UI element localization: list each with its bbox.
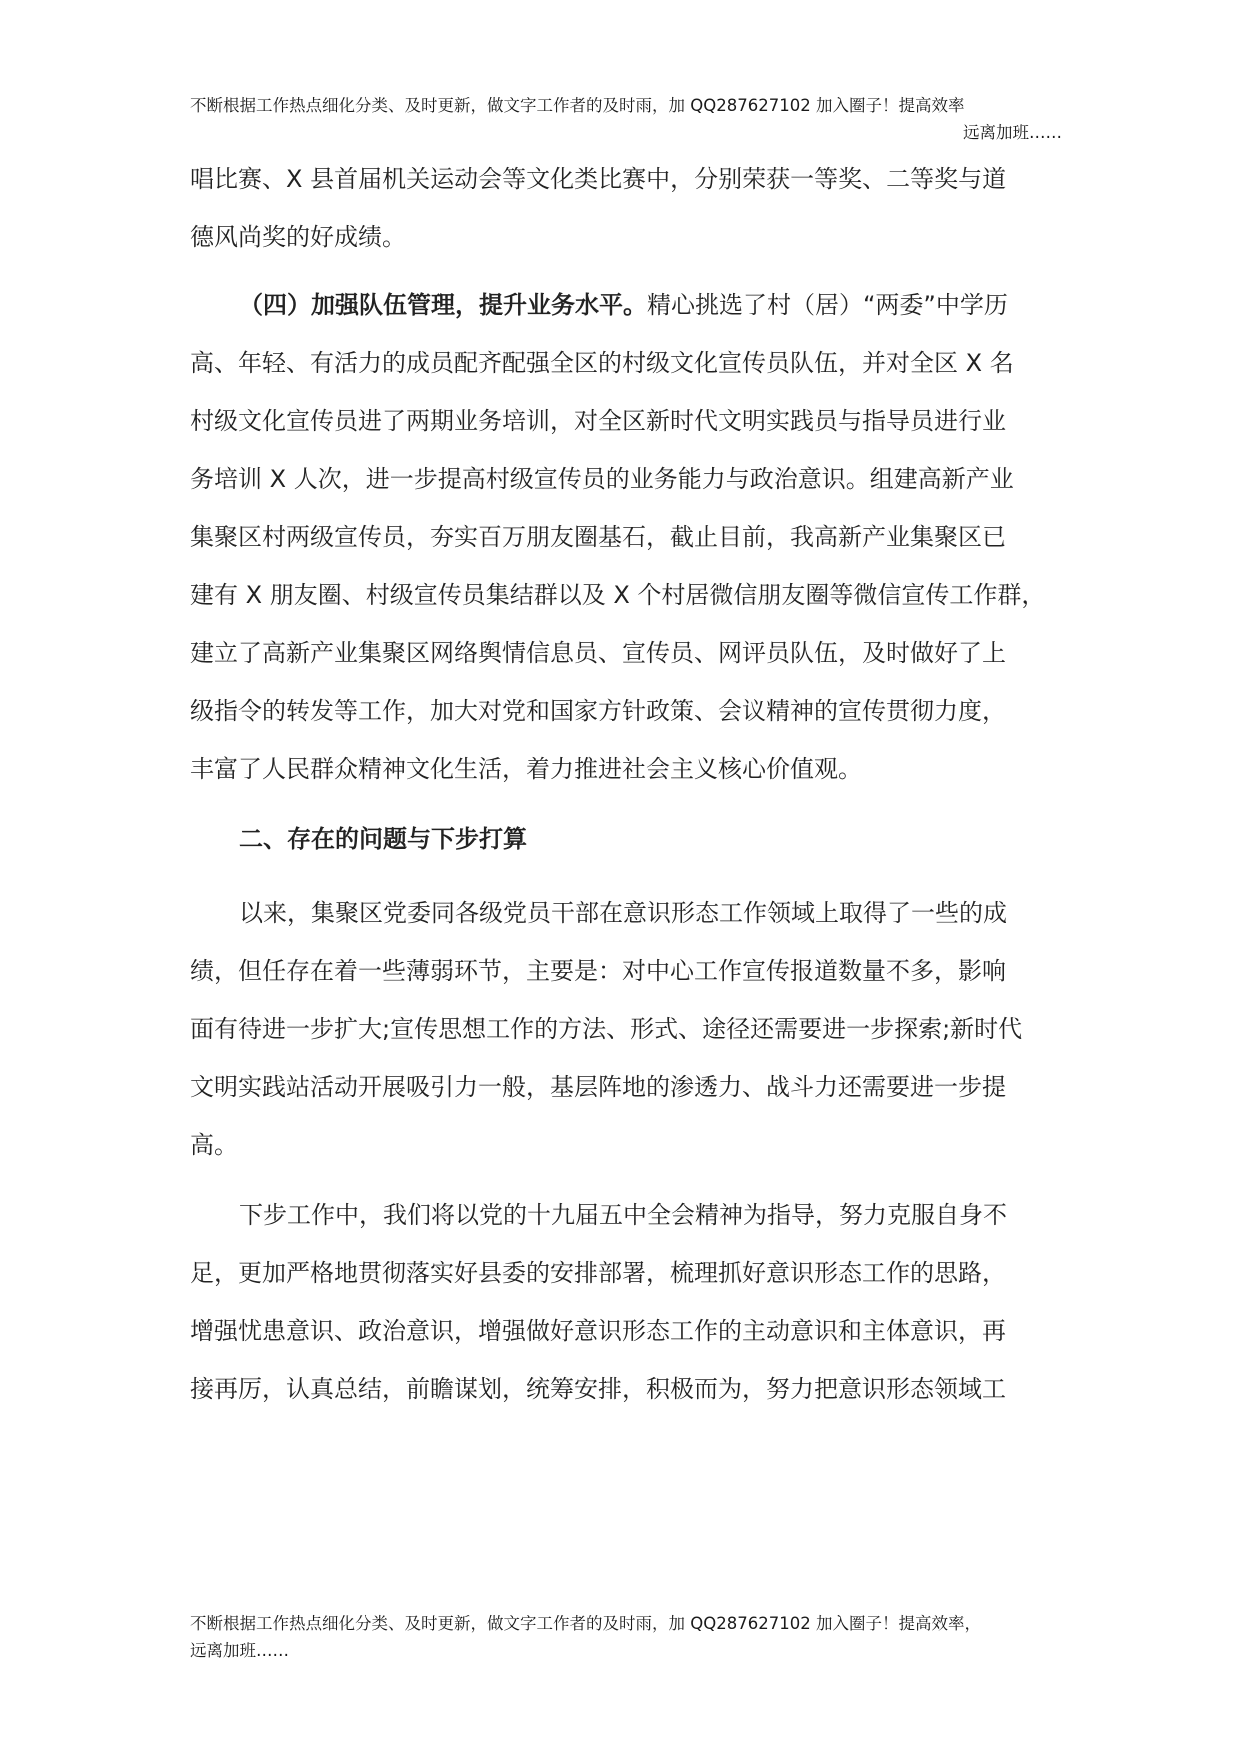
footer-line-2: 远离加班…… [190,1641,289,1660]
paragraph-line: 足，更加严格地贯彻落实好县委的安排部署，梳理抓好意识形态工作的思路， [190,1259,1006,1287]
paragraph-line: 级指令的转发等工作，加大对党和国家方针政策、会议精神的宣传贯彻力度， [190,697,1006,725]
paragraph-line: 以来，集聚区党委同各级党员干部在意识形态工作领域上取得了一些的成 [239,899,1007,927]
footer-line-1: 不断根据工作热点细化分类、及时更新，做文字工作者的及时雨，加 QQ287627102 加入圈子！提高效率， [190,1614,981,1633]
subsection-line [239,289,1008,321]
paragraph-line: 增强忧患意识、政治意识，增强做好意识形态工作的主动意识和主体意识，再 [190,1317,1006,1345]
paragraph-line: 文明实践站活动开展吸引力一般，基层阵地的渗透力、战斗力还需要进一步提 [190,1073,1006,1101]
paragraph-line: 建有 X 朋友圈、村级宣传员集结群以及 X 个村居微信朋友圈等微信宣传工作群， [190,581,1046,609]
paragraph-line: 丰富了人民群众精神文化生活，着力推进社会主义核心价值观。 [190,755,862,783]
paragraph-line: 接再厉，认真总结，前瞻谋划，统筹安排，积极而为，努力把意识形态领域工 [190,1375,1006,1403]
page-footer [190,1610,1070,1664]
paragraph-line: 建立了高新产业集聚区网络舆情信息员、宣传员、网评员队伍，及时做好了上 [190,639,1006,667]
paragraph-line: 高、年轻、有活力的成员配齐配强全区的村级文化宣传员队伍，并对全区 X 名 [190,349,1014,377]
paragraph-line: 集聚区村两级宣传员，夯实百万朋友圈基石，截止目前，我高新产业集聚区已 [190,523,1006,551]
paragraph-line: 下步工作中，我们将以党的十九届五中全会精神为指导，努力克服自身不 [239,1201,1007,1229]
paragraph-line: 务培训 X 人次，进一步提高村级宣传员的业务能力与政治意识。组建高新产业 [190,465,1014,493]
section-title: 二、存在的问题与下步打算 [239,825,527,853]
header-line-2: 远离加班…… [963,123,1062,142]
paragraph-line: 高。 [190,1131,238,1159]
paragraph-line: 唱比赛、X 县首届机关运动会等文化类比赛中，分别荣获一等奖、二等奖与道 [190,165,1007,193]
page-header [190,92,1062,146]
paragraph-line: 村级文化宣传员进了两期业务培训，对全区新时代文明实践员与指导员进行业 [190,407,1006,435]
subsection-heading: （四）加强队伍管理，提升业务水平。 [239,291,647,319]
paragraph-line: 德风尚奖的好成绩。 [190,223,406,251]
header-line-1: 不断根据工作热点细化分类、及时更新，做文字工作者的及时雨，加 QQ287627102 加入圈子！提高效率 [190,96,965,115]
paragraph-line: 绩，但任存在着一些薄弱环节，主要是：对中心工作宣传报道数量不多，影响 [190,957,1006,985]
subsection-first-text: 精心挑选了村（居）“两委”中学历 [647,291,1008,319]
paragraph-line: 面有待进一步扩大;宣传思想工作的方法、形式、途径还需要进一步探索;新时代 [190,1015,1023,1043]
